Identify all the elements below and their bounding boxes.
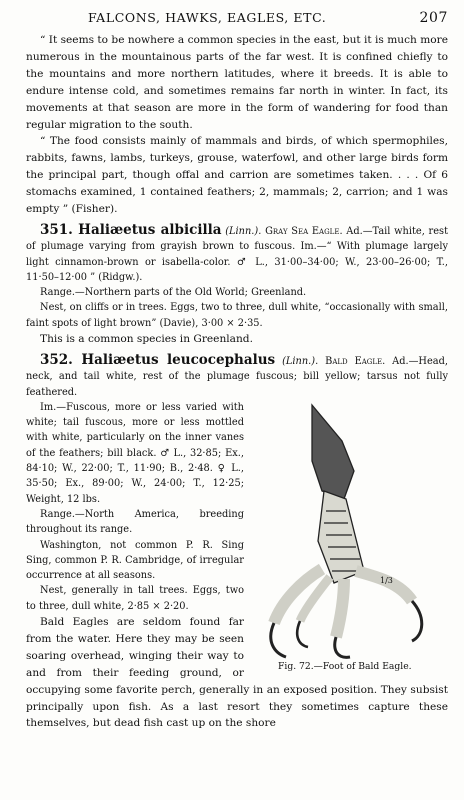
- species-common-name: Gray Sea Eagle.: [265, 225, 343, 237]
- paragraph-food-quote: “ The food consists mainly of mammals and birds, of which spermophiles, rabbits, fawns, lambs, turkeys, grouse, waterfowl, and other large birds form the principal part, though offal and carrion are sometimes taken. . . . Of 6 stomachs examined, 1 contained feathers; 2, mammals; 2, carrion; and 1 was empty ” (Fisher).: [26, 135, 448, 216]
- species-nest: Nest, generally in tall trees. Eggs, two to three, dull white, 2·85 × 2·20.: [26, 585, 244, 612]
- species-entry-351: [26, 223, 448, 348]
- species-description-adult: Ad.—Head, neck, and tail white, rest of the plumage fuscous; bill yellow; tarsus not fully feathered.: [26, 355, 448, 398]
- figure-caption: Fig. 72.—Foot of Bald Eagle.: [278, 660, 412, 672]
- species-nest: Nest, on cliffs or in trees. Eggs, two to three, dull white, “occasionally with small, faint spots of light brown” (Davie), 3·00 × 2·35.: [26, 302, 448, 329]
- paragraph-range-quote: “ It seems to be nowhere a common species in the east, but it is much more numerous in the mountainous parts of the far west. It is confined chiefly to the mountains and more northern latitudes, where it breeds. It is able to endure intense cold, and sometimes remains far north in winter. In fact, its movements at that season are more in the form of wandering for food than regular migration to the south.: [26, 34, 448, 131]
- page-number: 207: [419, 10, 448, 26]
- species-note: Bald Eagles are seldom found far from the water. Here they may be seen soaring overhead, winging their way to and from their feeding ground, or occupying some favorite perch, generally in an exposed position. They subsist principally upon fish. As a last resort they sometimes capture these themselves, but dead fish cast up on the shore: [26, 616, 448, 730]
- species-authority: (Linn.).: [282, 355, 319, 367]
- species-description-immature: Im.—Fuscous, more or less varied with white; tail fuscous, more or less mottled with white, particularly on the inner vanes of the feathers; bill black. ♂ L., 32·85; Ex., 84·10; W., 22·00; T., 11·90; B., 2·48. ♀ L., 35·50; Ex., 89·00; W., 24·00; T., 12·25; Weight, 12 lbs.: [26, 401, 244, 505]
- species-authority: (Linn.).: [225, 225, 262, 237]
- species-range: Range.—Northern parts of the Old World; Greenland.: [40, 287, 307, 299]
- species-entry-352: [26, 353, 448, 732]
- scale-label: 1/3: [380, 575, 393, 585]
- species-title: 352. Haliæetus leucocephalus: [40, 351, 276, 368]
- species-local-status: Washington, not common P. R. Sing Sing, common P. R. Cambridge, of irregular occurrence at all seasons.: [26, 539, 244, 582]
- species-common-name: Bald Eagle.: [325, 355, 386, 367]
- figure-eagle-foot: [252, 401, 448, 676]
- species-note: This is a common species in Greenland.: [40, 333, 253, 346]
- species-title: 351. Haliæetus albicilla: [40, 221, 222, 238]
- page-header: [26, 10, 448, 32]
- species-range: Range.—North America, breeding throughout its range.: [26, 508, 244, 536]
- eagle-foot-illustration: [252, 401, 448, 661]
- species-description: Ad.—Tail white, rest of plumage varying from grayish brown to fuscous. Im.—“ With plumage largely light cinnamon-brown or isabella-color. ♂ L., 31·00–34·00; W., 23·00–26·00; T., 11·50–12·00 ” (Ridgw.).: [26, 225, 449, 283]
- document-page: [26, 10, 448, 732]
- running-head: FALCONS, HAWKS, EAGLES, ETC.: [88, 10, 327, 25]
